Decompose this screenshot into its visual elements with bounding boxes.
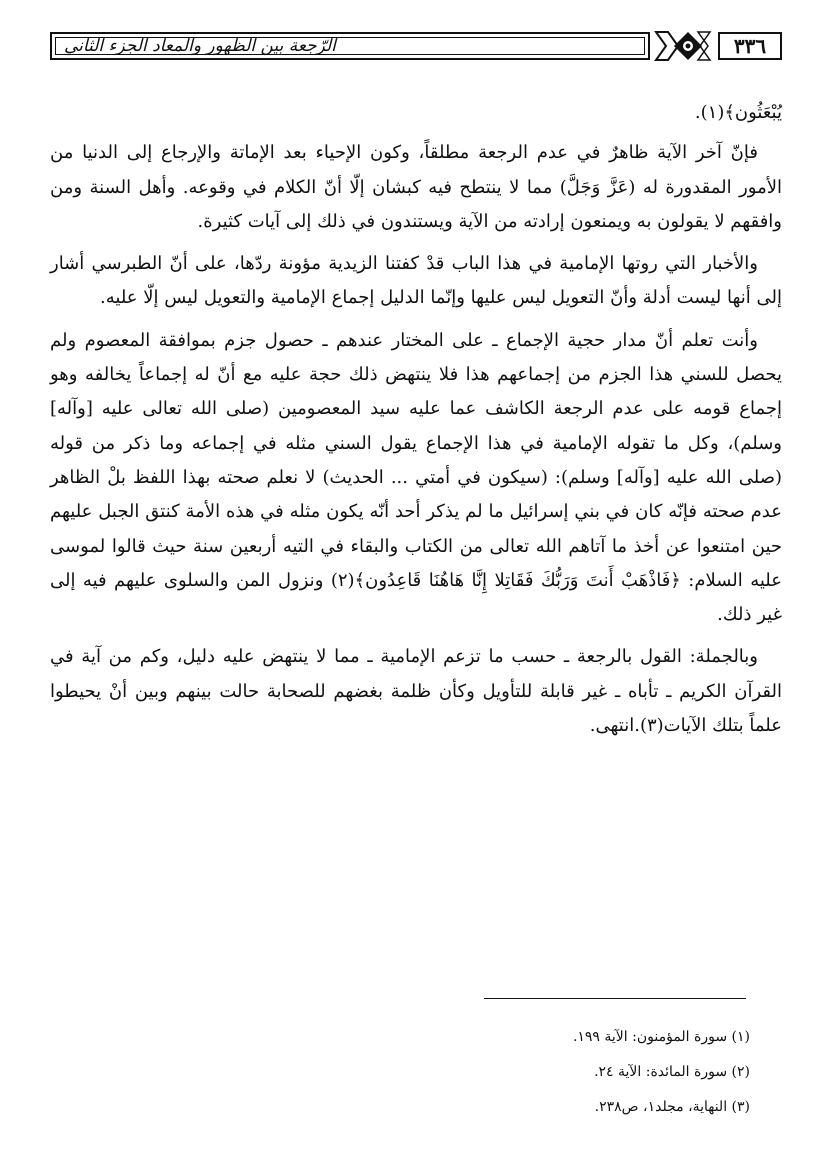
running-title-frame bbox=[50, 32, 650, 60]
paragraph: وأنت تعلم أنّ مدار حجية الإجماع ـ على المختار عندهم ـ حصول جزم بموافقة المعصوم ولم يحصل للسني هذا الجزم من إجماعهم هذا فلا ينتهض ذلك حجة عليه مع أنّ له إجماعاً يخالفه وهو إجماع قومه على عدم الرجعة الكاشف عما عليه سيد المعصومين (صلى الله تعالى عليه [وآله] وسلم)، وكل ما تقوله الإمامية في هذا الإجماع يقول السني مثله في إجماعه وما ذكر من قوله (صلى الله عليه [وآله] وسلم): (سيكون في أمتي ... الحديث) لا نعلم صحته بهذا اللفظ بلْ الظاهر عدم صحته فإنّه كان في بني إسرائيل ما لم يذكر أحد أنّه يكون مثله في هذه الأمة كنتق الجبل عليهم حين امتنعوا عن أخذ ما آتاهم الله تعالى من الكتاب والبقاء في التيه أربعين سنة حيث قالوا لموسى عليه السلام: ﴿فَاذْهَبْ أَنتَ وَرَبُّكَ فَقَاتِلا إِنَّا هَاهُنَا قَاعِدُون﴾(٢) ونزول المن والسلوى عليهم فيه إلى غير ذلك. bbox=[50, 329, 783, 626]
footnote-divider bbox=[484, 998, 746, 999]
body-text bbox=[50, 96, 782, 751]
page-header bbox=[50, 24, 782, 68]
running-title: الرّجعة بين الظهور والمعاد الجزء الثاني bbox=[64, 36, 336, 56]
footnote: (١) سورة المؤمنون: الآية ١٩٩. bbox=[572, 1029, 750, 1045]
paragraph: وبالجملة: القول بالرجعة ـ حسب ما تزعم الإمامية ـ مما لا ينتهض عليه دليل، وكم من آية في القرآن الكريم ـ تأباه ـ غير قابلة للتأويل وكأن ظلمة بغضهم للصحابة حالت بينهم وبين أنْ يحيطوا علماً بتلك الآيات(٣).انتهى. bbox=[50, 646, 782, 737]
footnote: (٢) سورة المائدة: الآية ٢٤. bbox=[594, 1064, 750, 1080]
paragraph: والأخبار التي روتها الإمامية في هذا الباب قدْ كفتنا الزيدية مؤونة ردّها، على أنّ الطبرسي أشار إلى أنها ليست أدلة وأنّ التعويل ليس عليها وإنّما الدليل إجماع الإمامية والتعويل ليس إلّا عليه. bbox=[50, 253, 782, 309]
verse-ending: يُبْعَثُون﴾(١). bbox=[694, 102, 782, 123]
paragraph: فإنّ آخر الآية ظاهرٌ في عدم الرجعة مطلقاً، وكون الإحياء بعد الإماتة والإرجاع إلى الدنيا من الأمور المقدورة له (عَزَّ وَجَلَّ) مما لا ينتطح فيه كبشان إلّا أنّ الكلام في وقوعه. وأهل السنة ومن وافقهم لا يقولون به ويمنعون إرادته من الآية ويستندون في ذلك إلى آيات كثيرة. bbox=[50, 142, 782, 232]
ornament-icon bbox=[654, 26, 712, 66]
footnotes bbox=[50, 1020, 750, 1125]
page-number: ٣٣٦ bbox=[718, 32, 782, 60]
footnote: (٣) النهاية، مجلد١، ص٢٣٨. bbox=[594, 1099, 750, 1115]
